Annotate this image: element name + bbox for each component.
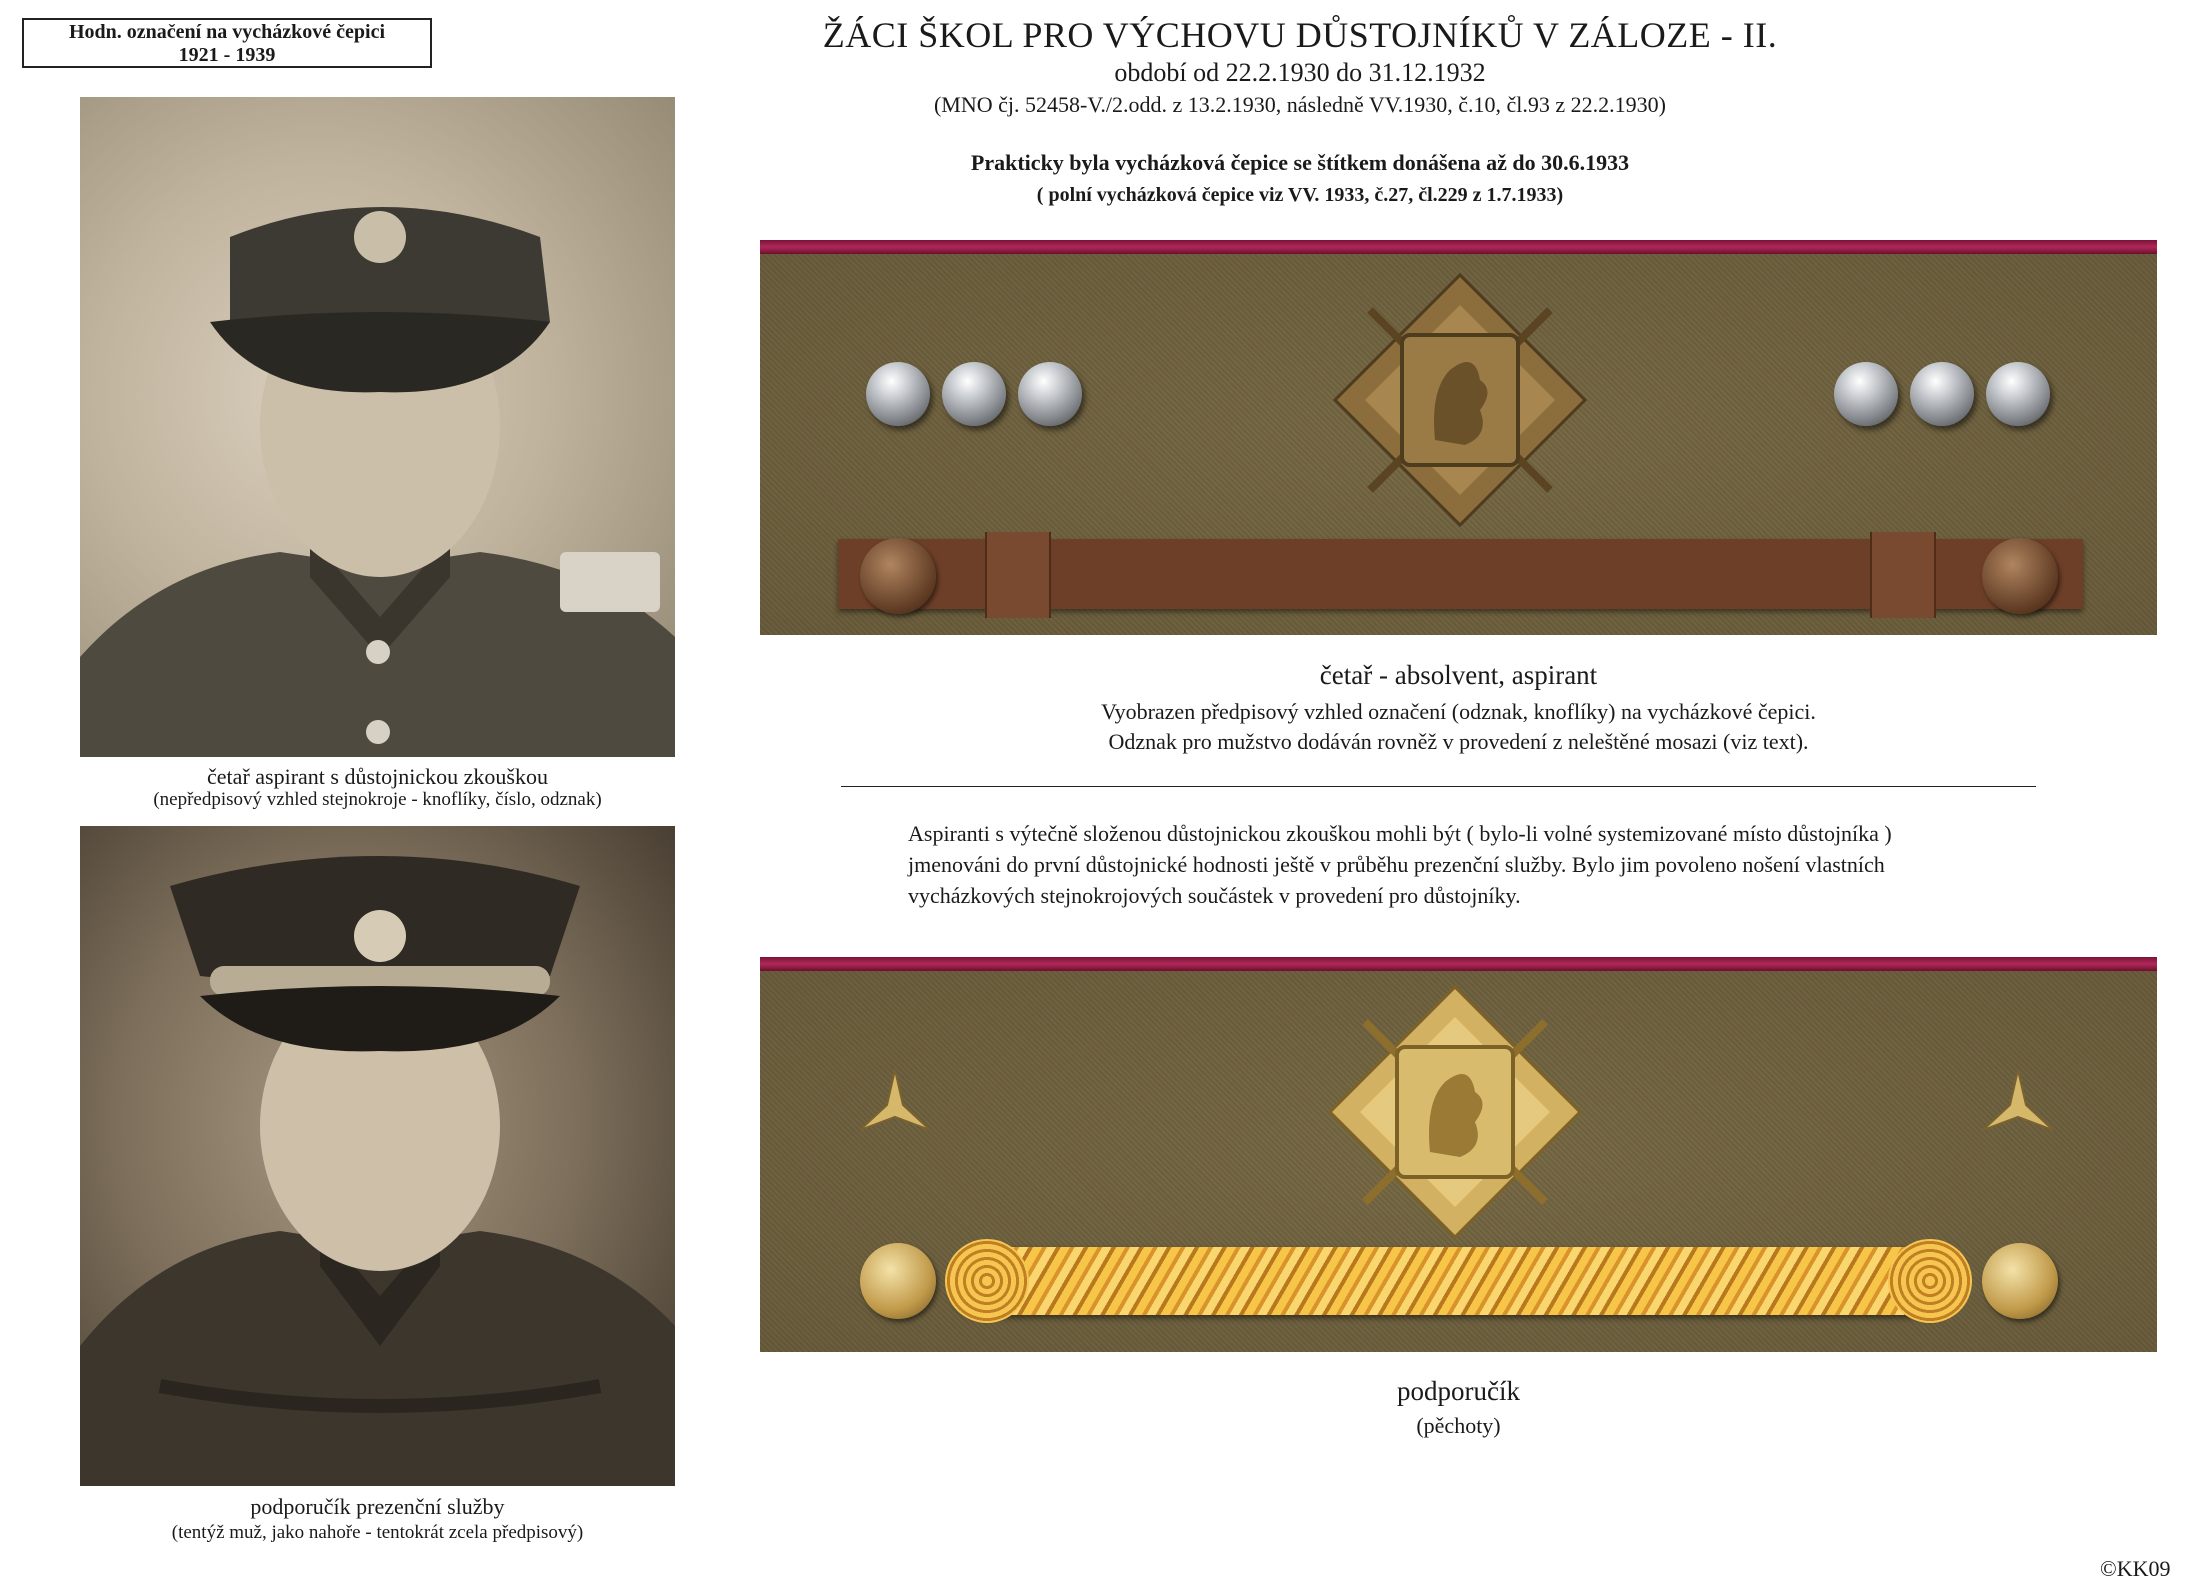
paragraph-line2: jmenováni do první důstojnické hodnosti ještě v průběhu prezenční služby. Bylo jim povoleno nošení vlastních xyxy=(908,852,1885,877)
photo-aspirant xyxy=(80,97,675,757)
cap-badge-bronze-icon xyxy=(1330,270,1590,530)
section-divider xyxy=(841,786,2036,787)
cap-piping xyxy=(760,240,2157,254)
cap-badge-gold-icon xyxy=(1325,982,1585,1242)
panel1-text-line1: Vyobrazen předpisový vzhled označení (odznak, knoflíky) na vycházkové čepici. xyxy=(1101,699,1816,724)
side-button-right xyxy=(1982,538,2058,614)
photo-lieutenant xyxy=(80,826,675,1486)
silver-stud xyxy=(866,362,930,426)
cap-piping xyxy=(760,957,2157,971)
photo1-subcaption: (nepředpisový vzhled stejnokroje - knoflíky, číslo, odznak) xyxy=(153,789,602,810)
strap-loop xyxy=(1870,532,1936,618)
rank-star-right-icon xyxy=(1978,1065,2058,1145)
portrait-aspirant-image xyxy=(80,97,675,757)
side-button-right xyxy=(1982,1243,2058,1319)
paragraph-line1: Aspiranti s výtečně složenou důstojnickou zkouškou mohli být ( bylo-li volné systemizované místo důstojníka ) xyxy=(908,821,1892,846)
gold-chin-cord xyxy=(950,1247,1960,1315)
silver-stud xyxy=(942,362,1006,426)
panel2-caption: podporučík xyxy=(1397,1376,1520,1406)
silver-stud xyxy=(1834,362,1898,426)
page-title: ŽÁCI ŠKOL PRO VÝCHOVU DŮSTOJNÍKŮ V ZÁLOZE - II. xyxy=(822,15,1778,55)
rank-star-left-icon xyxy=(855,1065,935,1145)
cap-panel-lieutenant xyxy=(760,957,2157,1352)
rank-insignia-label-box xyxy=(22,18,432,68)
strap-loop xyxy=(985,532,1051,618)
label-box-line2: 1921 - 1939 xyxy=(178,44,276,66)
portrait-lieutenant-image xyxy=(80,826,675,1486)
paragraph-line3: vycházkových stejnokrojových součástek v provedení pro důstojníky. xyxy=(908,883,1521,908)
side-button-left xyxy=(860,538,936,614)
aspirant-paragraph xyxy=(908,818,2058,911)
silver-stud xyxy=(1986,362,2050,426)
side-button-left xyxy=(860,1243,936,1319)
cord-knot-left xyxy=(945,1239,1029,1323)
cord-knot-right xyxy=(1888,1239,1972,1323)
reference-text: (MNO čj. 52458-V./2.odd. z 13.2.1930, následně VV.1930, č.10, čl.93 z 22.2.1930) xyxy=(933,92,1667,117)
period-text: období od 22.2.1930 do 31.12.1932 xyxy=(1114,58,1486,87)
photo2-subcaption: (tentýž muž, jako nahoře - tentokrát zcela předpisový) xyxy=(171,1522,584,1543)
note-bold: Prakticky byla vycházková čepice se štítkem donášena až do 30.6.1933 xyxy=(970,150,1630,175)
panel1-caption: četař - absolvent, aspirant xyxy=(1319,660,1598,690)
label-box-line1: Hodn. označení na vycházkové čepici xyxy=(68,21,386,43)
photo2-caption: podporučík prezenční služby xyxy=(250,1494,505,1519)
copyright-text: ©KK09 xyxy=(2100,1556,2171,1581)
panel2-subcaption: (pěchoty) xyxy=(1416,1413,1501,1438)
note-sub: ( polní vycházková čepice viz VV. 1933, č.27, čl.229 z 1.7.1933) xyxy=(1036,184,1564,206)
cap-panel-aspirant xyxy=(760,240,2157,635)
photo1-caption: četař aspirant s důstojnickou zkouškou xyxy=(207,764,548,789)
silver-stud xyxy=(1018,362,1082,426)
panel1-text-line2: Odznak pro mužstvo dodáván rovněž v provedení z neleštěné mosazi (viz text). xyxy=(1108,729,1809,754)
silver-stud xyxy=(1910,362,1974,426)
